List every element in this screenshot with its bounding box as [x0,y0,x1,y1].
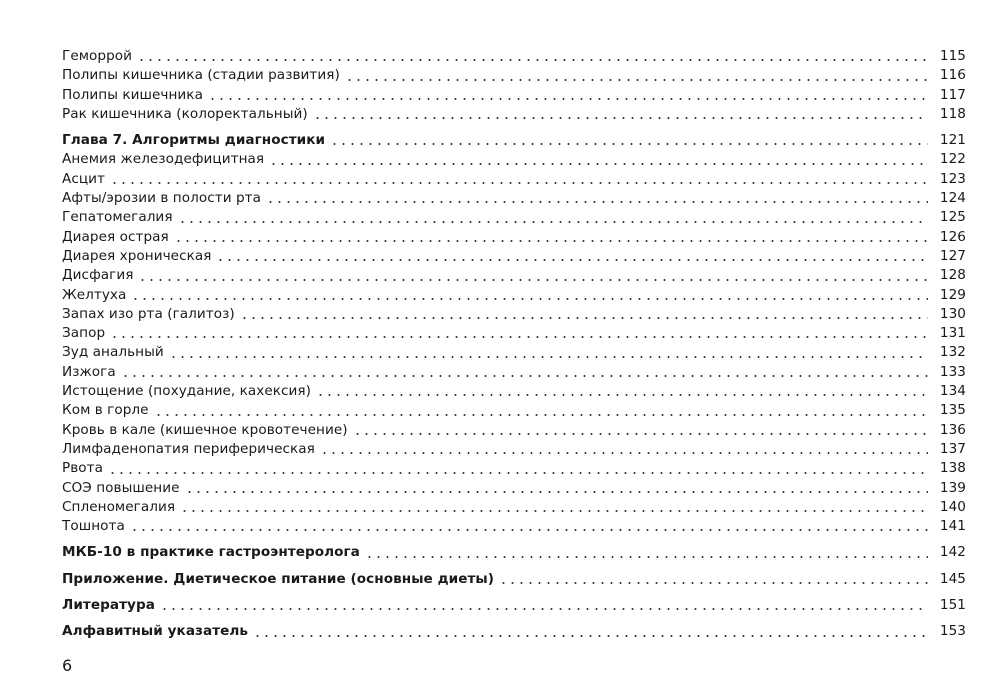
toc-entry-title: Геморрой [62,48,133,64]
dot-leader [345,79,928,81]
toc-entry [62,305,966,324]
dot-leader [240,317,928,319]
dot-leader [499,582,928,584]
dot-leader [110,336,928,338]
toc-entry-title: Дисфагия [62,267,134,284]
toc-entry-title: Гепатомегалия [62,209,173,226]
toc-entry-page: 116 [939,67,966,84]
dot-leader [365,556,928,558]
toc-entry-title: Литература [62,597,155,614]
toc-section-entry [62,131,966,150]
toc-entry-title: Запах изо рта (галитоз) [62,305,235,322]
toc-entry-title: Глава 7. Алгоритмы диагностики [62,132,326,149]
toc-entry-title: Приложение. Диетическое питание (основные диеты) [62,570,495,587]
toc-entry-title: Кровь в кале (кишечное кровотечение) [62,421,348,438]
dot-leader [108,472,928,474]
toc-entry-page: 140 [939,498,966,515]
dot-leader [137,59,928,61]
dot-leader [130,529,928,531]
dot-leader [208,98,928,100]
toc-entry-title: Алфавитный указатель [62,623,249,640]
toc-entry-title: Спленомегалия [62,498,176,515]
toc-entry-page: 127 [939,247,966,264]
toc-entry-page: 126 [939,228,966,245]
dot-leader [110,182,928,184]
toc-entry-page: 135 [939,402,966,419]
toc-entry-page: 153 [939,623,966,640]
dot-leader [253,635,928,637]
toc-entry-page: 132 [939,344,966,361]
toc-entry-page: 138 [939,460,966,477]
toc-entry [62,382,966,401]
toc-entry-title: Диарея хроническая [62,247,212,264]
dot-leader [180,510,928,512]
toc-entry [62,47,966,66]
toc-entry [62,247,966,266]
toc-entry [62,343,966,362]
toc-entry [62,498,966,517]
dot-leader [216,259,928,261]
toc-section-entry [62,622,966,641]
dot-leader [169,356,928,358]
toc-entry [62,517,966,536]
toc-entry [62,459,966,478]
toc-entry [62,208,966,227]
toc-entry [62,363,966,382]
toc-entry [62,286,966,305]
toc-entry-page: 131 [939,325,966,342]
toc-entry-title: Изжога [62,363,116,380]
toc-entry-title: Ком в горле [62,402,149,419]
toc-entry-page: 151 [939,597,966,614]
toc-entry-page: 125 [939,209,966,226]
dot-leader [185,491,929,493]
toc-section-entry [62,596,966,615]
toc-entry-title: Тошнота [62,518,125,535]
toc-entry-title: Истощение (похудание, кахексия) [62,383,312,400]
dot-leader [353,433,928,435]
toc-entry-page: 121 [939,132,966,149]
toc-section-entry [62,570,966,589]
toc-entry-page: 130 [939,305,966,322]
toc-entry [62,266,966,285]
toc-entry [62,421,966,440]
toc-entry-page: 136 [939,421,966,438]
toc-entry-title: Лимфаденопатия периферическая [62,440,315,457]
dot-leader [154,414,928,416]
toc-entry-title: Полипы кишечника [62,86,203,103]
toc-entry-page: 139 [939,479,966,496]
toc-entry [62,401,966,420]
toc-entry-title: Полипы кишечника (стадии развития) [62,67,340,84]
toc-entry-title: Рак кишечника (колоректальный) [62,105,308,122]
toc-entry-page: 122 [939,151,966,168]
toc-entry [62,170,966,189]
dot-leader [174,240,928,242]
toc-entry-page: 142 [939,544,966,561]
toc-entry-page: 128 [939,267,966,284]
dot-leader [131,298,928,300]
toc-entry-title: Асцит [62,170,106,187]
dot-leader [313,117,928,119]
toc-entry [62,150,966,169]
toc-entry-title: Анемия железодефицитная [62,151,265,168]
dot-leader [269,163,928,165]
toc-entry-title: Запор [62,325,106,342]
toc-entry-page: 124 [939,190,966,207]
toc-entry-title: Зуд анальный [62,344,164,361]
toc-entry-title: Диарея острая [62,228,169,245]
toc-entry [62,324,966,343]
toc-entry-page: 118 [939,105,966,122]
table-of-contents [62,47,966,642]
toc-entry-title: Желтуха [62,286,127,303]
toc-entry [62,228,966,247]
dot-leader [121,375,928,377]
toc-entry-page: 145 [939,570,966,587]
page-number: 6 [62,656,73,675]
dot-leader [320,452,928,454]
dot-leader [178,221,928,223]
toc-entry [62,105,966,124]
toc-entry-page: 129 [939,286,966,303]
toc-entry-page: 133 [939,363,966,380]
dot-leader [330,143,928,145]
dot-leader [266,201,928,203]
toc-entry-page: 115 [939,48,966,64]
toc-entry-title: СОЭ повышение [62,479,180,496]
toc-entry [62,189,966,208]
toc-entry-page: 141 [939,518,966,535]
toc-entry-title: Афты/эрозии в полости рта [62,190,261,207]
toc-entry-title: Рвота [62,460,104,477]
toc-entry-page: 137 [939,440,966,457]
toc-section-entry [62,543,966,562]
toc-entry [62,479,966,498]
toc-entry-page: 134 [939,383,966,400]
toc-entry-page: 123 [939,170,966,187]
toc-entry-title: МКБ-10 в практике гастроэнтеролога [62,544,360,561]
dot-leader [138,279,928,281]
dot-leader [160,608,928,610]
dot-leader [316,394,928,396]
toc-entry [62,66,966,85]
toc-entry-page: 117 [939,86,966,103]
toc-entry [62,86,966,105]
toc-entry [62,440,966,459]
